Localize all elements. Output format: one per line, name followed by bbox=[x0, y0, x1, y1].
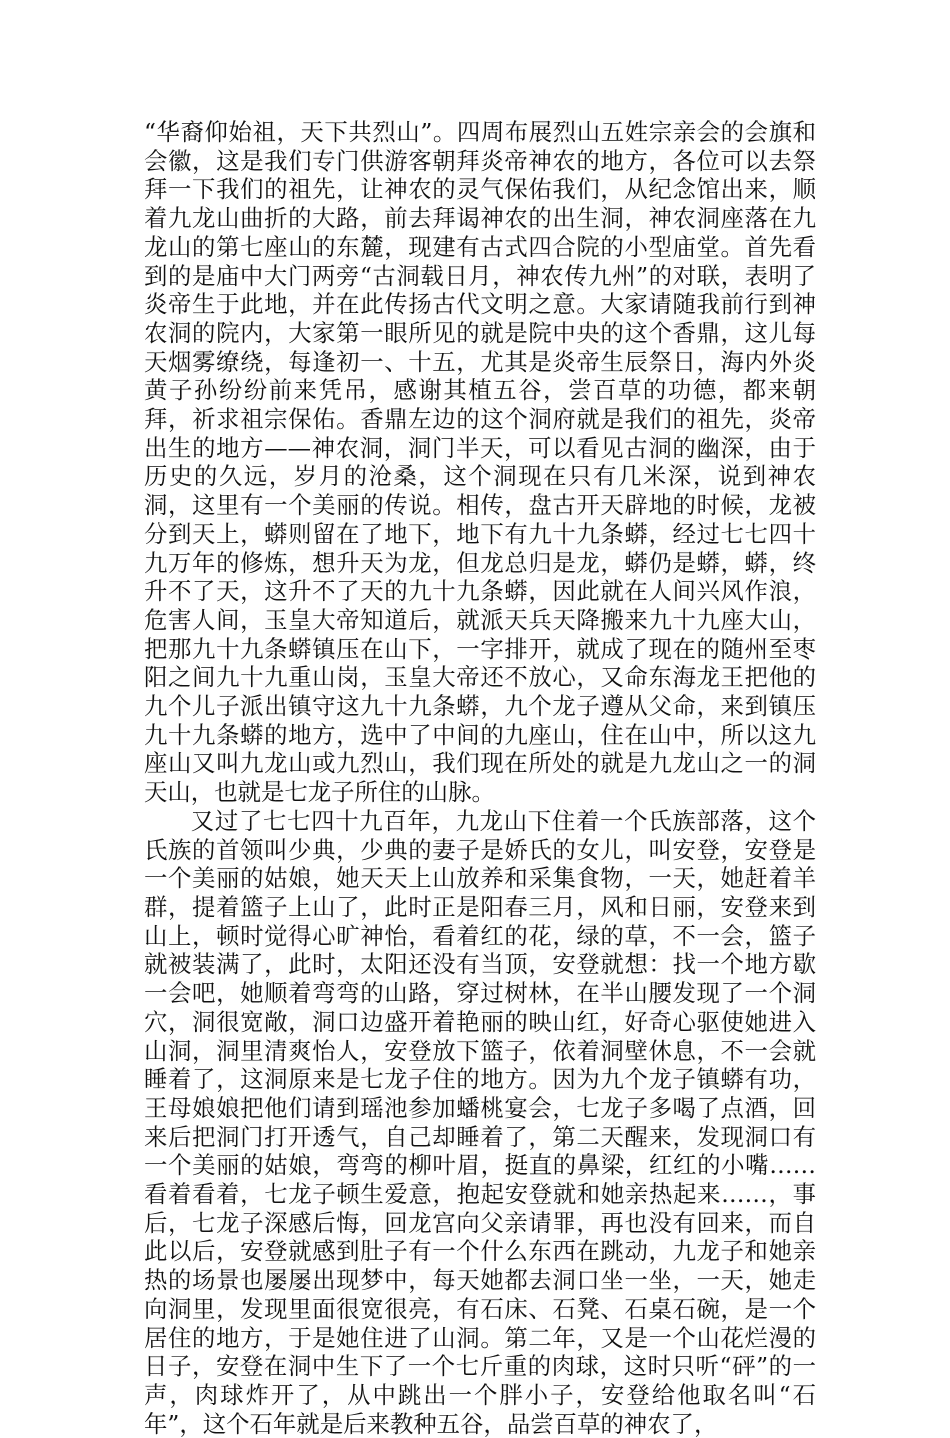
paragraph-andeng-legend: 又过了七七四十九百年，九龙山下住着一个氏族部落，这个氏族的首领叫少典，少典的妻子是娇氏的女儿，叫安登，安登是一个美丽的姑娘，她天天上山放养和采集食物，一天，她赶着羊群，提着篮子上山了，此时正是阳春三月，风和日丽，安登来到山上，顿时觉得心旷神怡，看着红的花，绿的草，不一会，篮子就被装满了，此时，太阳还没有当顶，安登就想：找一个地方歇一会吧，她顺着弯弯的山路，穿过树林，在半山腰发现了一个洞穴，洞很宽敞，洞口边盛开着艳丽的映山红，好奇心驱使她进入山洞，洞里清爽怡人，安登放下篮子，依着洞壁休息，不一会就睡着了，这洞原来是七龙子住的地方。因为九个龙子镇蟒有功，王母娘娘把他们请到瑶池参加蟠桃宴会，七龙子多喝了点酒，回来后把洞门打开透气，自己却睡着了，第二天醒来，发现洞口有一个美丽的姑娘，弯弯的柳叶眉，挺直的鼻梁，红红的小嘴……看着看着，七龙子顿生爱意，抱起安登就和她亲热起来……，事后，七龙子深感后悔，回龙宫向父亲请罪，再也没有回来，而自此以后，安登就感到肚子有一个什么东西在跳动，九龙子和她亲热的场景也屡屡出现梦中，每天她都去洞口坐一坐，一天，她走向洞里，发现里面很宽很亮，有石床、石凳、石桌石碗，是一个居住的地方，于是她住进了山洞。第二年，又是一个山花烂漫的日子，安登在洞中生下了一个七斤重的肉球，这时只听“砰”的一声，肉球炸开了，从中跳出一个胖小子，安登给他取名叫“石年”，这个石年就是后来教种五谷，品尝百草的神农了， bbox=[144, 806, 816, 1438]
document-page bbox=[144, 118, 816, 1438]
paragraph-shennong-cave: “华裔仰始祖，天下共烈山”。四周布展烈山五姓宗亲会的会旗和会徽，这是我们专门供游客朝拜炎帝神农的地方，各位可以去祭拜一下我们的祖先，让神农的灵气保佑我们，从纪念馆出来，顺着九龙山曲折的大路，前去拜谒神农的出生洞，神农洞座落在九龙山的第七座山的东麓，现建有古式四合院的小型庙堂。首先看到的是庙中大门两旁“古洞载日月，神农传九州”的对联，表明了炎帝生于此地，并在此传扬古代文明之意。大家请随我前行到神农洞的院内，大家第一眼所见的就是院中央的这个香鼎，这儿每天烟雾缭绕，每逢初一、十五，尤其是炎帝生辰祭日，海内外炎黄子孙纷纷前来凭吊，感谢其植五谷，尝百草的功德，都来朝拜，祈求祖宗保佑。香鼎左边的这个洞府就是我们的祖先，炎帝出生的地方——神农洞，洞门半天，可以看见古洞的幽深，由于历史的久远，岁月的沧桑，这个洞现在只有几米深，说到神农洞，这里有一个美丽的传说。相传，盘古开天辟地的时候，龙被分到天上，蟒则留在了地下，地下有九十九条蟒，经过七七四十九万年的修炼，想升天为龙，但龙总归是龙，蟒仍是蟒，蟒，终升不了天，这升不了天的九十九条蟒，因此就在人间兴风作浪，危害人间，玉皇大帝知道后，就派天兵天降搬来九十九座大山，把那九十九条蟒镇压在山下，一字排开，就成了现在的随州至枣阳之间九十九重山岗，玉皇大帝还不放心，又命东海龙王把他的九个儿子派出镇守这九十九条蟒，九个龙子遵从父命，来到镇压九十九条蟒的地方，选中了中间的九座山，住在山中，所以这九座山又叫九龙山或九烈山，我们现在所处的就是九龙山之一的洞天山，也就是七龙子所住的山脉。 bbox=[144, 118, 816, 807]
